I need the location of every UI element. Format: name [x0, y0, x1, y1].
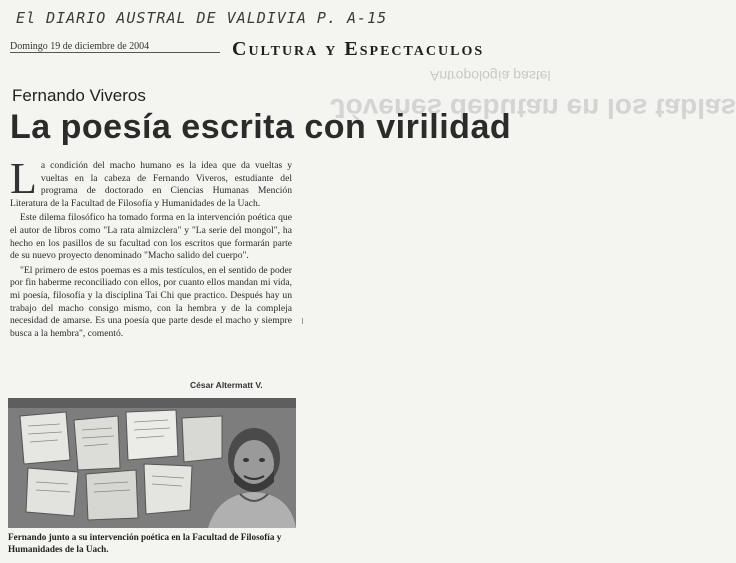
header-rule: [10, 52, 220, 53]
handwritten-annotation: [14, 4, 434, 30]
photo-caption: Fernando junto a su intervención poética en la Facultad de Filosofía y Humanidades de la Uach.: [8, 532, 282, 554]
article-photo: [8, 398, 296, 528]
drop-cap: L: [10, 154, 37, 203]
article-body: [10, 154, 292, 342]
headline: La poesía escrita con virilidad: [10, 108, 512, 146]
section-title: Cultura y Espectaculos: [232, 38, 485, 60]
paragraph-2: Este dilema filosófico ha tomado forma en la intervención poética que el autor de libros como "La rata almizclera" y "La serie del mongol", ha hecho en los pasillos de su facultad con los escritos que formarán parte de su nuevo proyecto denominado "Macho salido del cuerpo".: [10, 212, 292, 262]
margin-mark: [302, 318, 303, 324]
photo-illustration: [8, 398, 296, 528]
paragraph-1: [10, 154, 292, 210]
bleed-through-text-2: Jóvenes debutan en los tablas: [330, 93, 736, 124]
paragraph-1-text: a condición del macho humano es la idea que da vueltas y vueltas en la cabeza de Fernando Viveros, estudiante del programa de doctorado en Ciencias Humanas Mención Literatura de la Facultad de Filosofía y Humanidades de la Uach.: [10, 160, 292, 209]
dateline: Domingo 19 de diciembre de 2004: [10, 41, 150, 52]
handwritten-note-text: El DIARIO AUSTRAL DE VALDIVIA P. A-15: [16, 9, 388, 27]
byline: César Altermatt V.: [190, 380, 263, 390]
bleed-through-text-1: Antropología pastel: [430, 68, 551, 84]
kicker: Fernando Viveros: [12, 86, 146, 105]
paragraph-3: "El primero de estos poemas es a mis testículos, en el sentido de poder por fin haberme reconciliado con ellos, por cuanto ellos mandan mi vida, mi poesía, filosofía y la disciplina Tai Chi que practico. Después hay un trabajo del macho consigo mismo, con la hembra y de la compleja necesidad de amarse. Es una poesía que parte desde el macho y siempre busca a la hembra", comentó.: [10, 264, 292, 339]
